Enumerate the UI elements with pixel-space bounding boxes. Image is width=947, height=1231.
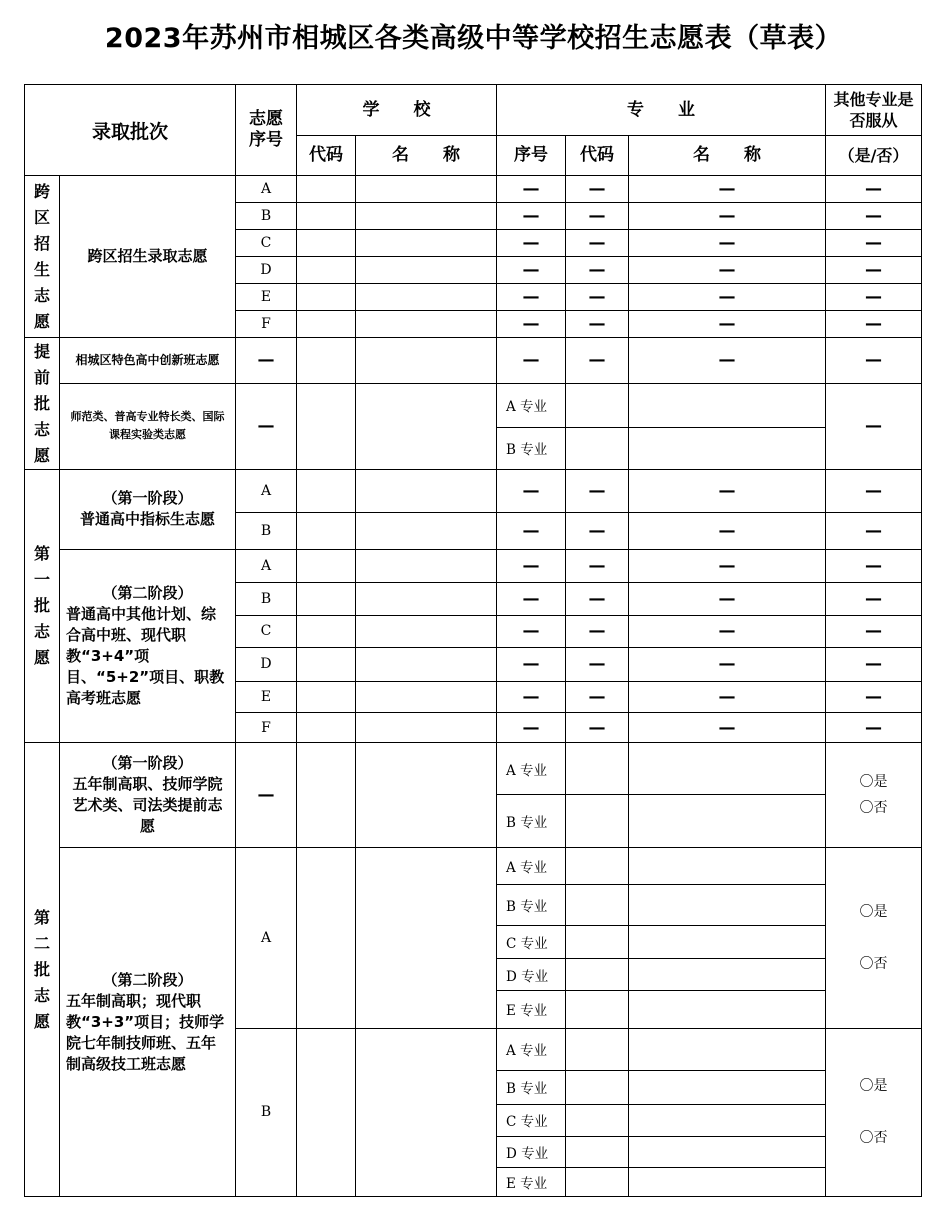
application-form-table [24,84,922,1197]
dash: — [629,549,826,582]
school-code-field[interactable] [297,1028,356,1197]
seq-label: E [236,681,297,712]
school-code-field[interactable] [297,383,356,469]
dash: — [629,615,826,647]
major-name-field[interactable] [629,427,826,469]
dash: — [629,203,826,230]
group-second: 第二批志愿 [25,743,60,1197]
school-name-field[interactable] [356,681,497,712]
obey-yes-radio[interactable]: 〇是 [859,1078,888,1095]
major-seq-label: A 专业 [497,1028,566,1070]
seq-label: C [236,615,297,647]
batch-second-stage1: （第一阶段） 五年制高职、技师学院艺术类、司法类提前志愿 [60,743,236,848]
major-code-field[interactable] [566,885,629,926]
school-name-field[interactable] [356,713,497,743]
school-code-field[interactable] [297,848,356,1028]
dash: — [566,469,629,512]
major-name-field[interactable] [629,1070,826,1104]
major-seq-label: E 专业 [497,991,566,1028]
dash: — [497,713,566,743]
dash: — [826,582,922,615]
dash: — [629,469,826,512]
school-name-field[interactable] [356,203,497,230]
major-name-field[interactable] [629,743,826,795]
dash: — [629,257,826,284]
major-seq-label: D 专业 [497,1136,566,1167]
seq-label: C [236,230,297,257]
major-code-field[interactable] [566,1104,629,1136]
obey-no-radio[interactable]: 〇否 [859,955,888,972]
seq-label: A [236,549,297,582]
school-code-field[interactable] [297,743,356,848]
group-first: 第一批志愿 [25,469,60,742]
major-seq-label: B 专业 [497,427,566,469]
dash: — [566,713,629,743]
major-code-field[interactable] [566,427,629,469]
school-name-field[interactable] [356,383,497,469]
school-name-field[interactable] [356,311,497,338]
school-code-field[interactable] [297,230,356,257]
dash: — [566,647,629,681]
dash: — [826,176,922,203]
school-name-field[interactable] [356,284,497,311]
school-name-field[interactable] [356,338,497,383]
dash: — [497,469,566,512]
seq-label: A [236,848,297,1028]
dash: — [566,284,629,311]
dash: — [566,311,629,338]
dash: — [497,338,566,383]
group-cross: 跨区招生志愿 [25,176,60,338]
school-name-field[interactable] [356,512,497,549]
major-code-field[interactable] [566,959,629,991]
major-name-field[interactable] [629,959,826,991]
obey-radio-group [826,1028,922,1197]
major-seq-label: A 专业 [497,383,566,427]
header-major-code: 代码 [566,136,629,176]
major-seq-label: C 专业 [497,1104,566,1136]
seq-label: D [236,257,297,284]
major-code-field[interactable] [566,1136,629,1167]
batch-second-stage2: （第二阶段） 五年制高职；现代职教“3+3”项目；技师学院七年制技师班、五年制高级技工班志愿 [60,848,236,1197]
header-major-name: 名 称 [629,136,826,176]
dash: — [236,383,297,469]
dash: — [566,203,629,230]
obey-yes-radio[interactable]: 〇是 [859,903,888,920]
batch-early-innovation: 相城区特色高中创新班志愿 [60,338,236,383]
dash: — [826,713,922,743]
major-name-field[interactable] [629,991,826,1028]
seq-label: E [236,284,297,311]
dash: — [497,203,566,230]
major-seq-label: C 专业 [497,926,566,959]
dash: — [826,203,922,230]
school-name-field[interactable] [356,848,497,1028]
major-name-field[interactable] [629,885,826,926]
dash: — [826,647,922,681]
dash: — [566,681,629,712]
major-code-field[interactable] [566,795,629,848]
dash: — [566,582,629,615]
dash: — [629,338,826,383]
major-code-field[interactable] [566,1028,629,1070]
school-name-field[interactable] [356,469,497,512]
major-code-field[interactable] [566,926,629,959]
major-code-field[interactable] [566,383,629,427]
school-name-field[interactable] [356,1028,497,1197]
dash: — [629,647,826,681]
dash: — [629,512,826,549]
school-code-field[interactable] [297,257,356,284]
dash: — [497,230,566,257]
school-code-field[interactable] [297,284,356,311]
dash: — [566,549,629,582]
school-code-field[interactable] [297,311,356,338]
school-name-field[interactable] [356,230,497,257]
major-seq-label: B 专业 [497,885,566,926]
major-name-field[interactable] [629,383,826,427]
dash: — [497,582,566,615]
dash: — [566,338,629,383]
dash: — [236,743,297,848]
major-code-field[interactable] [566,991,629,1028]
page-title: 2023年苏州市相城区各类高级中等学校招生志愿表（草表） [104,23,843,54]
header-batch: 录取批次 [25,85,236,176]
school-code-field[interactable] [297,176,356,203]
header-major-seq: 序号 [497,136,566,176]
school-name-field[interactable] [356,549,497,582]
dash: — [497,512,566,549]
dash: — [497,176,566,203]
dash: — [566,176,629,203]
dash: — [497,647,566,681]
dash: — [629,681,826,712]
major-seq-label: B 专业 [497,795,566,848]
obey-radio-group [826,848,922,1028]
major-code-field[interactable] [566,743,629,795]
major-code-field[interactable] [566,1167,629,1196]
seq-label: F [236,713,297,743]
obey-radio-group [826,743,922,848]
batch-first-stage2: （第二阶段） 普通高中其他计划、综合高中班、现代职教“3+4”项目、“5+2”项目、职教高考班志愿 [60,549,236,742]
dash: — [826,257,922,284]
header-school-code: 代码 [297,136,356,176]
dash: — [566,512,629,549]
header-school: 学 校 [297,85,497,136]
seq-label: B [236,1028,297,1197]
dash: — [826,338,922,383]
school-code-field[interactable] [297,647,356,681]
dash: — [566,257,629,284]
school-code-field[interactable] [297,549,356,582]
major-code-field[interactable] [566,1070,629,1104]
seq-label: B [236,512,297,549]
school-code-field[interactable] [297,681,356,712]
major-seq-label: A 专业 [497,848,566,885]
dash: — [629,230,826,257]
major-name-field[interactable] [629,926,826,959]
dash: — [826,512,922,549]
major-seq-label: E 专业 [497,1167,566,1196]
school-name-field[interactable] [356,582,497,615]
seq-label: A [236,469,297,512]
school-code-field[interactable] [297,713,356,743]
header-obey: 其他专业是否服从 [826,85,922,136]
dash: — [566,230,629,257]
dash: — [826,230,922,257]
dash: — [497,681,566,712]
school-code-field[interactable] [297,512,356,549]
school-code-field[interactable] [297,338,356,383]
dash: — [826,549,922,582]
major-code-field[interactable] [566,848,629,885]
seq-label: A [236,176,297,203]
dash: — [826,383,922,469]
school-name-field[interactable] [356,176,497,203]
dash: — [497,615,566,647]
header-school-name: 名 称 [356,136,497,176]
school-name-field[interactable] [356,743,497,848]
dash: — [629,284,826,311]
school-name-field[interactable] [356,257,497,284]
seq-label: F [236,311,297,338]
dash: — [826,615,922,647]
batch-cross: 跨区招生录取志愿 [60,176,236,338]
major-name-field[interactable] [629,1104,826,1136]
dash: — [629,713,826,743]
batch-first-stage1: （第一阶段） 普通高中指标生志愿 [60,469,236,549]
header-major: 专 业 [497,85,826,136]
school-name-field[interactable] [356,615,497,647]
major-seq-label: A 专业 [497,743,566,795]
school-code-field[interactable] [297,203,356,230]
dash: — [497,549,566,582]
dash: — [826,681,922,712]
dash: — [566,615,629,647]
major-name-field[interactable] [629,1136,826,1167]
school-code-field[interactable] [297,582,356,615]
school-code-field[interactable] [297,615,356,647]
major-name-field[interactable] [629,848,826,885]
obey-yes-radio[interactable]: 〇是 [859,774,888,791]
major-name-field[interactable] [629,1028,826,1070]
seq-label: B [236,203,297,230]
major-name-field[interactable] [629,795,826,848]
batch-early-normal: 师范类、普高专业特长类、国际课程实验类志愿 [60,383,236,469]
dash: — [629,311,826,338]
dash: — [497,257,566,284]
major-name-field[interactable] [629,1167,826,1196]
dash: — [629,176,826,203]
header-seq: 志愿序号 [236,85,297,176]
dash: — [826,311,922,338]
school-code-field[interactable] [297,469,356,512]
header-yesno: （是/否） [826,136,922,176]
group-early: 提前批志愿 [25,338,60,469]
major-seq-label: D 专业 [497,959,566,991]
dash: — [629,582,826,615]
school-name-field[interactable] [356,647,497,681]
obey-no-radio[interactable]: 〇否 [859,800,888,817]
dash: — [497,284,566,311]
dash: — [826,469,922,512]
major-seq-label: B 专业 [497,1070,566,1104]
dash: — [826,284,922,311]
dash: — [236,338,297,383]
seq-label: D [236,647,297,681]
dash: — [497,311,566,338]
seq-label: B [236,582,297,615]
obey-no-radio[interactable]: 〇否 [859,1130,888,1147]
